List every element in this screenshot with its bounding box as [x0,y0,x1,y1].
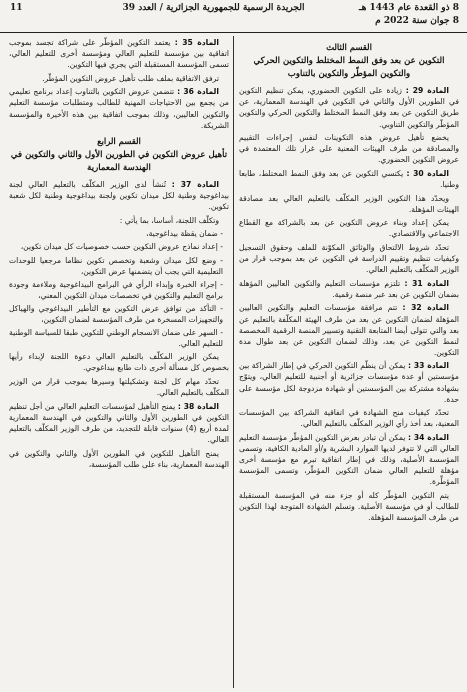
list-item: - التأكد من توافق عرض التكوين مع التأطير البيداغوجي والهياكل والتجهيزات المسخرة من طرف المؤسسة لضمان التكوين، [9,303,223,324]
paragraph-text: يعتمد التكوين المؤطّر على شراكة تجسد بموجب اتفاقية بين مؤسسة للتعليم العالي ومؤسسة أخرى للتعليم العالي، تسمى المؤسسة المستقبلة التي يجري فيها التكوين. [9,38,229,70]
column-divider [233,36,234,688]
paragraph [9,401,229,445]
list-item: - وضع لكل ميدان وشعبة وتخصص تكوين نظاما مرجعيا للوحدات التعليمية التي يجب أن يتضمنها عرض التكوين، [9,255,223,276]
section-three-title [239,41,459,80]
paragraph-text: زيادة على التكوين الحضوري، يمكن تنظيم التكوين في الطورين الأول والثاني في التكوين في الهندسة المعمارية، عن طريق التكوين عن بعد وفق النمط المختلط والتكوين الحركي والتكوين المؤطّر والتكوين التناوبي. [239,86,459,129]
paragraph-text: يكتسي التكوين عن بعد وفق النمط المختلط، طابعا وطنيا. [239,168,459,189]
paragraph-text: تتم مرافقة مؤسسات التعليم والتكوين العاليين المؤهلة لضمان التكوين عن بعد من طرف الهيئة المكلّفة بالتعليم عن بعد والتي تتولى أيضا المتابعة التقنية وتسيير المنصة الرقمية المخصصة لنمط التكوين عن بعد، وذلك لضمان التكوين عن بعد طوال مدة التكوين. [239,303,459,357]
paragraph-text: تتضمن عروض التكوين بالتناوب إعداد برنامج تعليمي من يجمع بين الاحتياجات المهنية للطالب ومتطلبات مؤسسة التعليم والتكوين العاليين، وذلك بموجب اتفاقية بين هذه الأخيرة والمؤسسة الشريكة. [9,87,229,130]
article-number: المادة 29 : [405,86,450,96]
list-item: - إجراء الخبرة وإبداء الرأي في البرامج البيداغوجية وملاءمة وجودة برامج التعليم والتكوين في تخصصات ميدان التكوين المعني، [9,279,223,300]
left-paragraphs-bottom [9,351,229,469]
paragraph [239,278,459,300]
section-subtitle: التكوين عن بعد وفق النمط المختلط والتكوين الحركي والتكوين المؤطّر والتكوين بالتناوب [253,56,445,79]
article-number: المادة 30 : [406,168,449,178]
paragraph-text: تحدّد شروط الالتحاق والوثائق المكوّنة للملف وحقوق التسجيل وكيفيات تنظيم وتقييم الدراسة في التكوين عن بعد بموجب قرار من الوزير المكلّف بالتعليم العالي. [239,242,459,275]
journal-title: الجريدة الرسمية للجمهورية الجزائرية / العدد 39 [122,3,305,13]
paragraph [9,215,229,226]
page-number: 11 [10,3,23,13]
paragraph [239,432,459,487]
paragraph [9,37,229,70]
article-number: المادة 32 : [402,303,450,313]
section-four-title [9,135,229,174]
paragraph-text: يمنح التأهيل لمؤسسات التعليم العالي من أجل تنظيم التكوين في الطورين الأول والثاني والتكوين في الهندسة المعمارية لمدة أربع (4) سنوات قابلة للتجديد، من طرف الوزير المكلّف بالتعليم العالي. [9,401,229,444]
paragraph [9,73,229,84]
paragraph-text: يمنح التأهيل للتكوين في الطورين الأول والثاني والتكوين في الهندسة المعمارية، بناء على طلب المؤسسة، [9,448,229,469]
paragraph [9,86,229,130]
paragraph-text: تلتزم مؤسسات التعليم والتكوين العاليين المؤهلة بضمان التكوين عن بعد عبر منصة رقمية. [239,278,459,299]
paragraph [239,217,459,239]
header-dates [359,2,459,28]
page-header [0,0,467,33]
paragraph [9,351,229,373]
date-gregorian: 8 جوان سنة 2022 م [375,16,459,26]
article-number: المادة 38 : [177,401,219,411]
section-heading: القسم الثالث [326,42,372,52]
paragraph [9,376,229,398]
paragraph [9,179,229,212]
section-subtitle: تأهيل عروض التكوين في الطورين الأول والثاني والتكوين في الهندسة المعمارية [10,150,228,173]
task-list [9,228,229,349]
paragraph-text: يمكن إعداد وبناء عروض التكوين عن بعد بالشراكة مع القطاع الاجتماعي والاقتصادي. [239,218,459,239]
paragraph-text: ويحدّد هذا التكوين الوزير المكلّف بالتعليم العالي بعد مصادقة الهيئات المؤهلة. [239,193,459,214]
paragraph [239,407,459,429]
paragraph-text: تحدّد كيفيات منح الشهادة في اتفاقية الشراكة بين المؤسسات المعنية، بعد أخذ رأي الوزير المكلّف بالتعليم العالي. [239,408,459,429]
paragraph [239,168,459,190]
paragraph [239,132,459,165]
paragraph [239,490,459,523]
paragraph-text: ترفق الاتفاقية بملف طلب تأهيل عروض التكوين المؤطّر. [42,73,219,83]
paragraph [239,193,459,215]
paragraph [239,302,459,357]
article-number: المادة 34 : [407,432,449,442]
article-number: المادة 33 : [407,361,449,371]
paragraph-text: يتم التكوين المؤطّر كله أو جزء منه في المؤسسة المستقبلة للطالب أو في مؤسسة الأصلية. وتسلم الشهادة المتوجة لهذا التكوين من طرف المؤسسة المؤهلة. [239,490,459,523]
right-column [239,37,459,688]
left-column [9,37,229,688]
left-paragraphs-top [9,37,229,131]
list-item: - السهر على ضمان الانسجام الوطني للتكوين طبقا للسياسة الوطنية للتعليم العالي. [9,328,223,349]
article-number: المادة 31 : [404,278,450,288]
article-number: المادة 37 : [171,179,219,189]
paragraph-text: تُنشأ لدى الوزير المكلّف بالتعليم العالي لجنة بيداغوجية وطنية لكل ميدان تكوين ولجنة بيداغوجية وطنية لكل شعبة تكوين. [9,179,229,212]
right-paragraphs [239,85,459,523]
paragraph-text: يمكن الوزير المكلّف بالتعليم العالي دعوة اللجنة لإبداء رأيها بخصوص كل مسألة أخرى ذات طابع بيداغوجي. [9,352,229,373]
list-item: - إعداد نماذج عروض التكوين حسب خصوصيات كل ميدان تكوين، [20,242,223,252]
paragraph-text: يمكن أن ينظّم التكوين الحركي في إطار الشراكة بين مؤسستين أو عدة مؤسسات جزائرية أو أجنبية للتعليم العالي، ويتوّج بشهادة مشتركة بين المؤسستين أو شهادة مزدوجة لكل مؤسسة على حدة. [239,361,459,404]
date-hijri: 8 ذو القعدة عام 1443 هـ [358,3,459,13]
paragraph [239,85,459,129]
article-number: المادة 35 : [174,38,219,47]
section-heading: القسم الرابع [97,135,141,146]
paragraph-text: يمكن أن تبادر بعرض التكوين المؤطّر مؤسسة التعليم العالي التي لا تتوفر لديها الموارد البشرية و/أو المادية الكافية، وتسمى المؤسسة الأصلية، وذلك في إطار اتفاقية تبرم مع مؤسسة أخرى مؤهلة للتعليم العالي ضمان التكوين المؤطّر، وتسمى المؤسسة المؤطِّرة. [239,432,459,487]
article-number: المادة 36 : [177,87,219,97]
paragraph [239,242,459,275]
paragraph-text: وتكلّف اللجنة، أساسا، بما يأتي : [119,215,219,225]
paragraph-text: تحدّد مهام كل لجنة وتشكيلتها وسيرها بموجب قرار من الوزير المكلّف بالتعليم العالي. [9,376,229,398]
paragraph [239,360,459,404]
list-item: - ضمان يقظة بيداغوجية، [146,229,223,239]
paragraph-text: يخضع تأهيل عروض هذه التكوينات لنفس إجراءات التقييم والمصادقة من طرف الهيئات المعنية على غرار تلك المعتمدة في عروض التكوين الحضوري. [239,133,459,165]
paragraph [9,448,229,470]
left-paragraphs-mid [9,179,229,226]
